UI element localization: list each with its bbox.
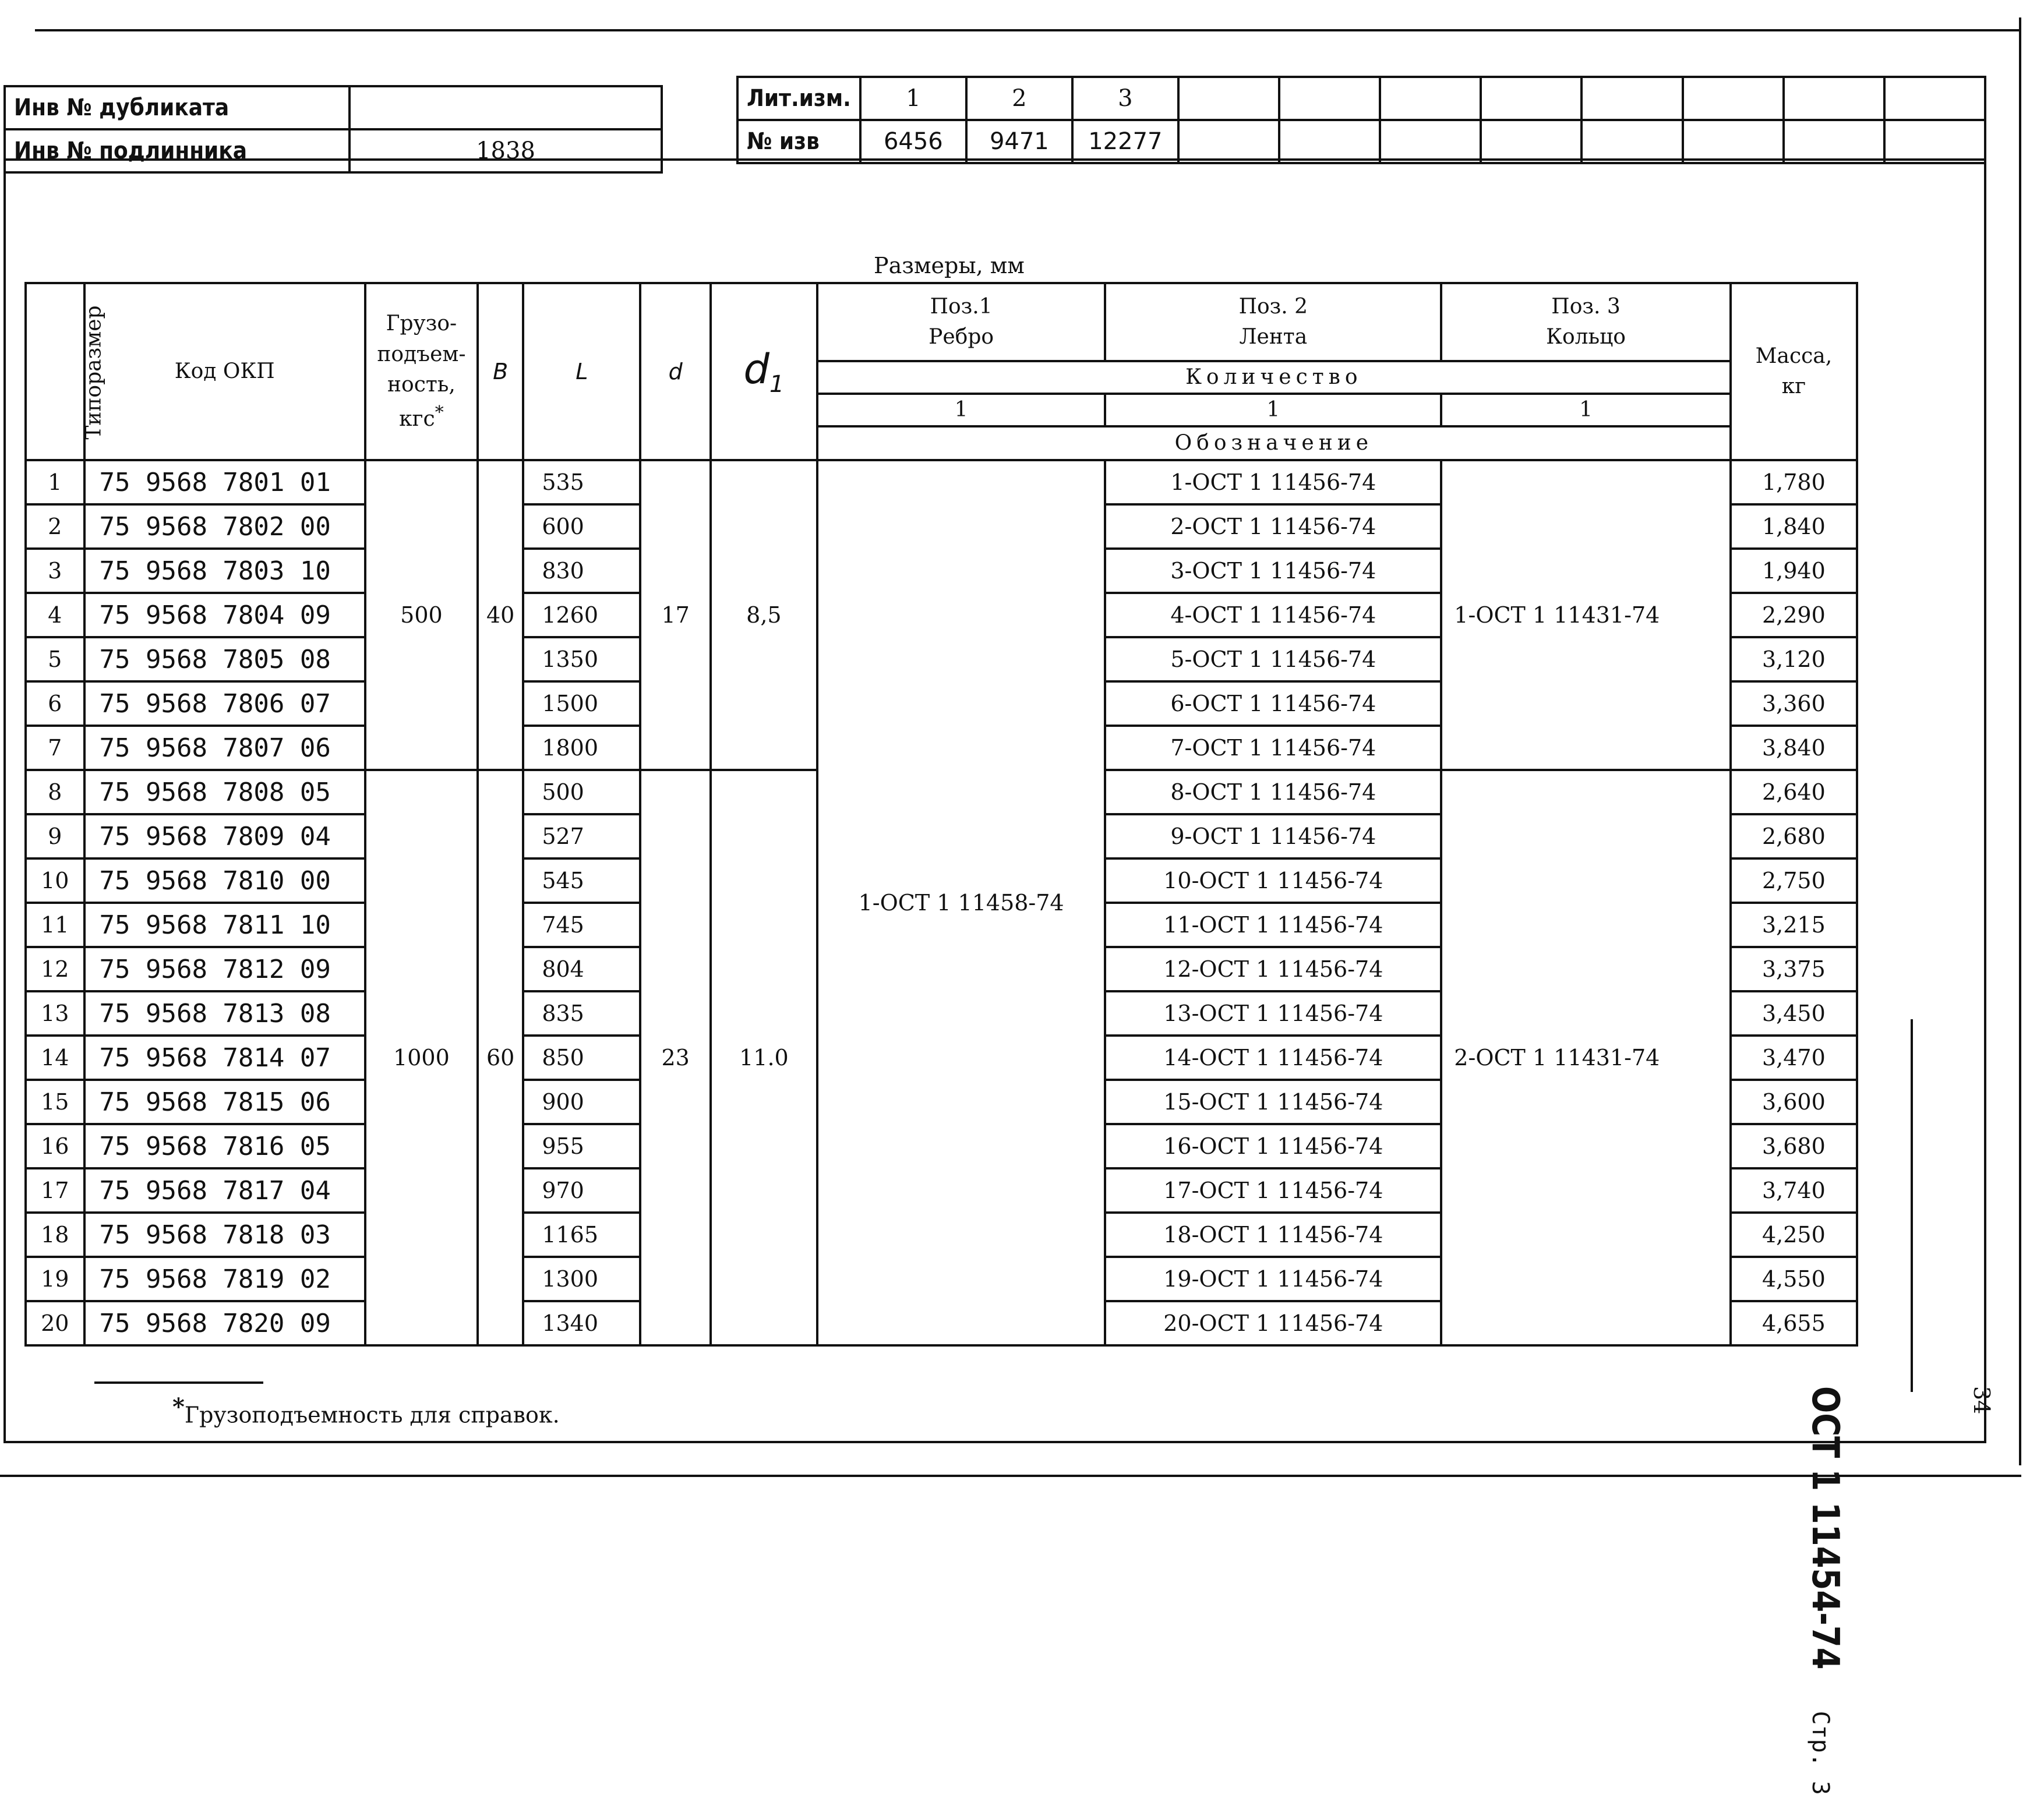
header-qty3: 1 (1441, 394, 1731, 426)
row-number: 7 (26, 726, 84, 770)
okp-code: 75 9568 7819 02 (84, 1257, 365, 1301)
l-value: 527 (523, 814, 640, 858)
pos2-designation: 6-ОСТ 1 11456-74 (1105, 681, 1441, 726)
revision-block (736, 76, 1986, 164)
spec-table-body (26, 460, 1857, 1345)
izv-empty (1581, 120, 1682, 163)
pos2-designation: 7-ОСТ 1 11456-74 (1105, 726, 1441, 770)
orig-inv-label: Инв № подлинника (5, 129, 350, 172)
okp-code: 75 9568 7818 03 (84, 1213, 365, 1257)
inventory-block (3, 85, 663, 174)
header-pos2: Поз. 2 Лента (1105, 283, 1441, 361)
okp-code: 75 9568 7805 08 (84, 637, 365, 681)
izv-value-2: 9471 (966, 120, 1072, 163)
l-value: 535 (523, 460, 640, 504)
pos2-designation: 2-ОСТ 1 11456-74 (1105, 504, 1441, 549)
row-number: 9 (26, 814, 84, 858)
orig-inv-value: 1838 (350, 129, 662, 172)
pos2-designation: 12-ОСТ 1 11456-74 (1105, 947, 1441, 991)
l-value: 1500 (523, 681, 640, 726)
row-number: 3 (26, 549, 84, 593)
okp-code: 75 9568 7803 10 (84, 549, 365, 593)
okp-code: 75 9568 7801 01 (84, 460, 365, 504)
izv-empty (1178, 120, 1279, 163)
header-L: L (523, 283, 640, 460)
top-rule (35, 29, 2021, 31)
l-value: 600 (523, 504, 640, 549)
lit-empty (1884, 77, 1985, 120)
l-value: 830 (523, 549, 640, 593)
pos2-designation: 9-ОСТ 1 11456-74 (1105, 814, 1441, 858)
l-value: 745 (523, 903, 640, 947)
header-typesize (26, 283, 84, 460)
side-underline (1911, 1019, 1913, 1392)
mass-value: 1,840 (1731, 504, 1857, 549)
okp-code: 75 9568 7817 04 (84, 1168, 365, 1213)
lit-empty (1784, 77, 1884, 120)
okp-code: 75 9568 7802 00 (84, 504, 365, 549)
pos2-designation: 16-ОСТ 1 11456-74 (1105, 1124, 1441, 1168)
sheet-number: 34 (1969, 1386, 1994, 1414)
mass-value: 3,120 (1731, 637, 1857, 681)
okp-code: 75 9568 7806 07 (84, 681, 365, 726)
mass-value: 2,290 (1731, 593, 1857, 637)
pos2-designation: 20-ОСТ 1 11456-74 (1105, 1301, 1441, 1345)
row-number: 18 (26, 1213, 84, 1257)
dup-inv-value (350, 86, 662, 129)
dims-caption: Размеры, мм (874, 253, 1025, 278)
l-value: 835 (523, 991, 640, 1036)
pos2-designation: 18-ОСТ 1 11456-74 (1105, 1213, 1441, 1257)
mass-value: 3,740 (1731, 1168, 1857, 1213)
capacity-500: 500 (365, 460, 478, 770)
d-17: 17 (640, 460, 711, 770)
okp-code: 75 9568 7815 06 (84, 1080, 365, 1124)
pos1-designation: 1-ОСТ 1 11458-74 (817, 460, 1106, 1345)
page-label: Стр. 3 (1807, 1711, 1834, 1795)
header-pos1: Поз.1 Ребро (817, 283, 1106, 361)
header-pos3: Поз. 3 Кольцо (1441, 283, 1731, 361)
footnote-mark: * (172, 1393, 185, 1421)
okp-code: 75 9568 7812 09 (84, 947, 365, 991)
mass-value: 3,600 (1731, 1080, 1857, 1124)
standard-number: ОСТ 1 11454-74 (1803, 1386, 1847, 1670)
l-value: 850 (523, 1036, 640, 1080)
izv-empty (1279, 120, 1380, 163)
header-capacity (365, 283, 478, 460)
mass-value: 3,470 (1731, 1036, 1857, 1080)
pos2-designation: 3-ОСТ 1 11456-74 (1105, 549, 1441, 593)
l-value: 1260 (523, 593, 640, 637)
d1-11-0: 11.0 (711, 770, 817, 1345)
l-value: 1350 (523, 637, 640, 681)
d-23: 23 (640, 770, 711, 1345)
row-number: 1 (26, 460, 84, 504)
table-row (26, 460, 1857, 504)
spec-table (24, 282, 1858, 1347)
okp-code: 75 9568 7810 00 (84, 858, 365, 903)
pos2-designation: 13-ОСТ 1 11456-74 (1105, 991, 1441, 1036)
l-value: 500 (523, 770, 640, 814)
mass-value: 3,215 (1731, 903, 1857, 947)
row-number: 14 (26, 1036, 84, 1080)
mass-value: 2,640 (1731, 770, 1857, 814)
mass-value: 4,655 (1731, 1301, 1857, 1345)
row-number: 20 (26, 1301, 84, 1345)
right-rule (2019, 17, 2021, 1465)
row-number: 5 (26, 637, 84, 681)
izv-empty (1683, 120, 1784, 163)
b-60: 60 (478, 770, 523, 1345)
izv-empty (1784, 120, 1884, 163)
izv-value-1: 6456 (860, 120, 966, 163)
okp-code: 75 9568 7820 09 (84, 1301, 365, 1345)
row-number: 10 (26, 858, 84, 903)
b-40: 40 (478, 460, 523, 770)
mass-value: 3,360 (1731, 681, 1857, 726)
pos3-designation-2: 2-ОСТ 1 11431-74 (1441, 770, 1731, 1345)
mass-value: 1,780 (1731, 460, 1857, 504)
okp-code: 75 9568 7808 05 (84, 770, 365, 814)
mass-value: 3,680 (1731, 1124, 1857, 1168)
okp-code: 75 9568 7811 10 (84, 903, 365, 947)
l-value: 955 (523, 1124, 640, 1168)
header-typesize-label: Типоразмер (82, 306, 106, 440)
lit-empty (1380, 77, 1481, 120)
row-number: 11 (26, 903, 84, 947)
okp-code: 75 9568 7814 07 (84, 1036, 365, 1080)
lit-empty (1178, 77, 1279, 120)
dup-inv-label: Инв № дубликата (5, 86, 350, 129)
row-number: 8 (26, 770, 84, 814)
row-number: 19 (26, 1257, 84, 1301)
pos2-designation: 5-ОСТ 1 11456-74 (1105, 637, 1441, 681)
row-number: 17 (26, 1168, 84, 1213)
l-value: 1340 (523, 1301, 640, 1345)
mass-value: 3,375 (1731, 947, 1857, 991)
mass-value: 2,680 (1731, 814, 1857, 858)
l-value: 804 (523, 947, 640, 991)
izv-value-3: 12277 (1072, 120, 1178, 163)
lit-value-3: 3 (1072, 77, 1178, 120)
header-d1: $d_1$ (711, 283, 817, 460)
l-value: 1165 (523, 1213, 640, 1257)
pos2-designation: 10-ОСТ 1 11456-74 (1105, 858, 1441, 903)
row-number: 12 (26, 947, 84, 991)
pos2-designation: 8-ОСТ 1 11456-74 (1105, 770, 1441, 814)
lit-empty (1683, 77, 1784, 120)
row-number: 16 (26, 1124, 84, 1168)
pos2-designation: 14-ОСТ 1 11456-74 (1105, 1036, 1441, 1080)
pos3-designation-1: 1-ОСТ 1 11431-74 (1441, 460, 1731, 770)
okp-code: 75 9568 7809 04 (84, 814, 365, 858)
d1-8-5: 8,5 (711, 460, 817, 770)
side-designation (1803, 1386, 1847, 1795)
header-mass: Масса, кг (1731, 283, 1857, 460)
izv-empty (1481, 120, 1581, 163)
mass-value: 2,750 (1731, 858, 1857, 903)
lit-empty (1279, 77, 1380, 120)
mass-value: 3,840 (1731, 726, 1857, 770)
footnote-text: Грузоподъемность для справок. (185, 1402, 560, 1428)
okp-code: 75 9568 7813 08 (84, 991, 365, 1036)
lit-empty (1581, 77, 1682, 120)
mass-value: 3,450 (1731, 991, 1857, 1036)
l-value: 900 (523, 1080, 640, 1124)
row-number: 6 (26, 681, 84, 726)
okp-code: 75 9568 7804 09 (84, 593, 365, 637)
header-capacity-mark: * (435, 402, 444, 423)
footnote-rule (94, 1381, 263, 1384)
row-number: 2 (26, 504, 84, 549)
mass-value: 4,250 (1731, 1213, 1857, 1257)
l-value: 545 (523, 858, 640, 903)
mass-value: 1,940 (1731, 549, 1857, 593)
l-value: 1800 (523, 726, 640, 770)
footnote (172, 1393, 560, 1428)
header-quantity: Количество (817, 361, 1731, 394)
mass-value: 4,550 (1731, 1257, 1857, 1301)
pos2-designation: 15-ОСТ 1 11456-74 (1105, 1080, 1441, 1124)
pos2-designation: 11-ОСТ 1 11456-74 (1105, 903, 1441, 947)
capacity-1000: 1000 (365, 770, 478, 1345)
header-okp: Код ОКП (84, 283, 365, 460)
izv-empty (1884, 120, 1985, 163)
header-B: B (478, 283, 523, 460)
pos2-designation: 1-ОСТ 1 11456-74 (1105, 460, 1441, 504)
lit-value-1: 1 (860, 77, 966, 120)
izv-empty (1380, 120, 1481, 163)
header-qty2: 1 (1105, 394, 1441, 426)
pos2-designation: 17-ОСТ 1 11456-74 (1105, 1168, 1441, 1213)
lit-label: Лит.изм. (737, 77, 860, 120)
header-capacity-label: Грузо- подъем- ность, кгс (377, 312, 465, 431)
row-number: 13 (26, 991, 84, 1036)
l-value: 1300 (523, 1257, 640, 1301)
lit-empty (1481, 77, 1581, 120)
lit-value-2: 2 (966, 77, 1072, 120)
row-number: 4 (26, 593, 84, 637)
bottom-rule (0, 1475, 2021, 1477)
izv-label: № изв (737, 120, 860, 163)
row-number: 15 (26, 1080, 84, 1124)
header-qty1: 1 (817, 394, 1106, 426)
pos2-designation: 19-ОСТ 1 11456-74 (1105, 1257, 1441, 1301)
l-value: 970 (523, 1168, 640, 1213)
header-d: d (640, 283, 711, 460)
pos2-designation: 4-ОСТ 1 11456-74 (1105, 593, 1441, 637)
okp-code: 75 9568 7807 06 (84, 726, 365, 770)
header-designation: Обозначение (817, 426, 1731, 460)
okp-code: 75 9568 7816 05 (84, 1124, 365, 1168)
